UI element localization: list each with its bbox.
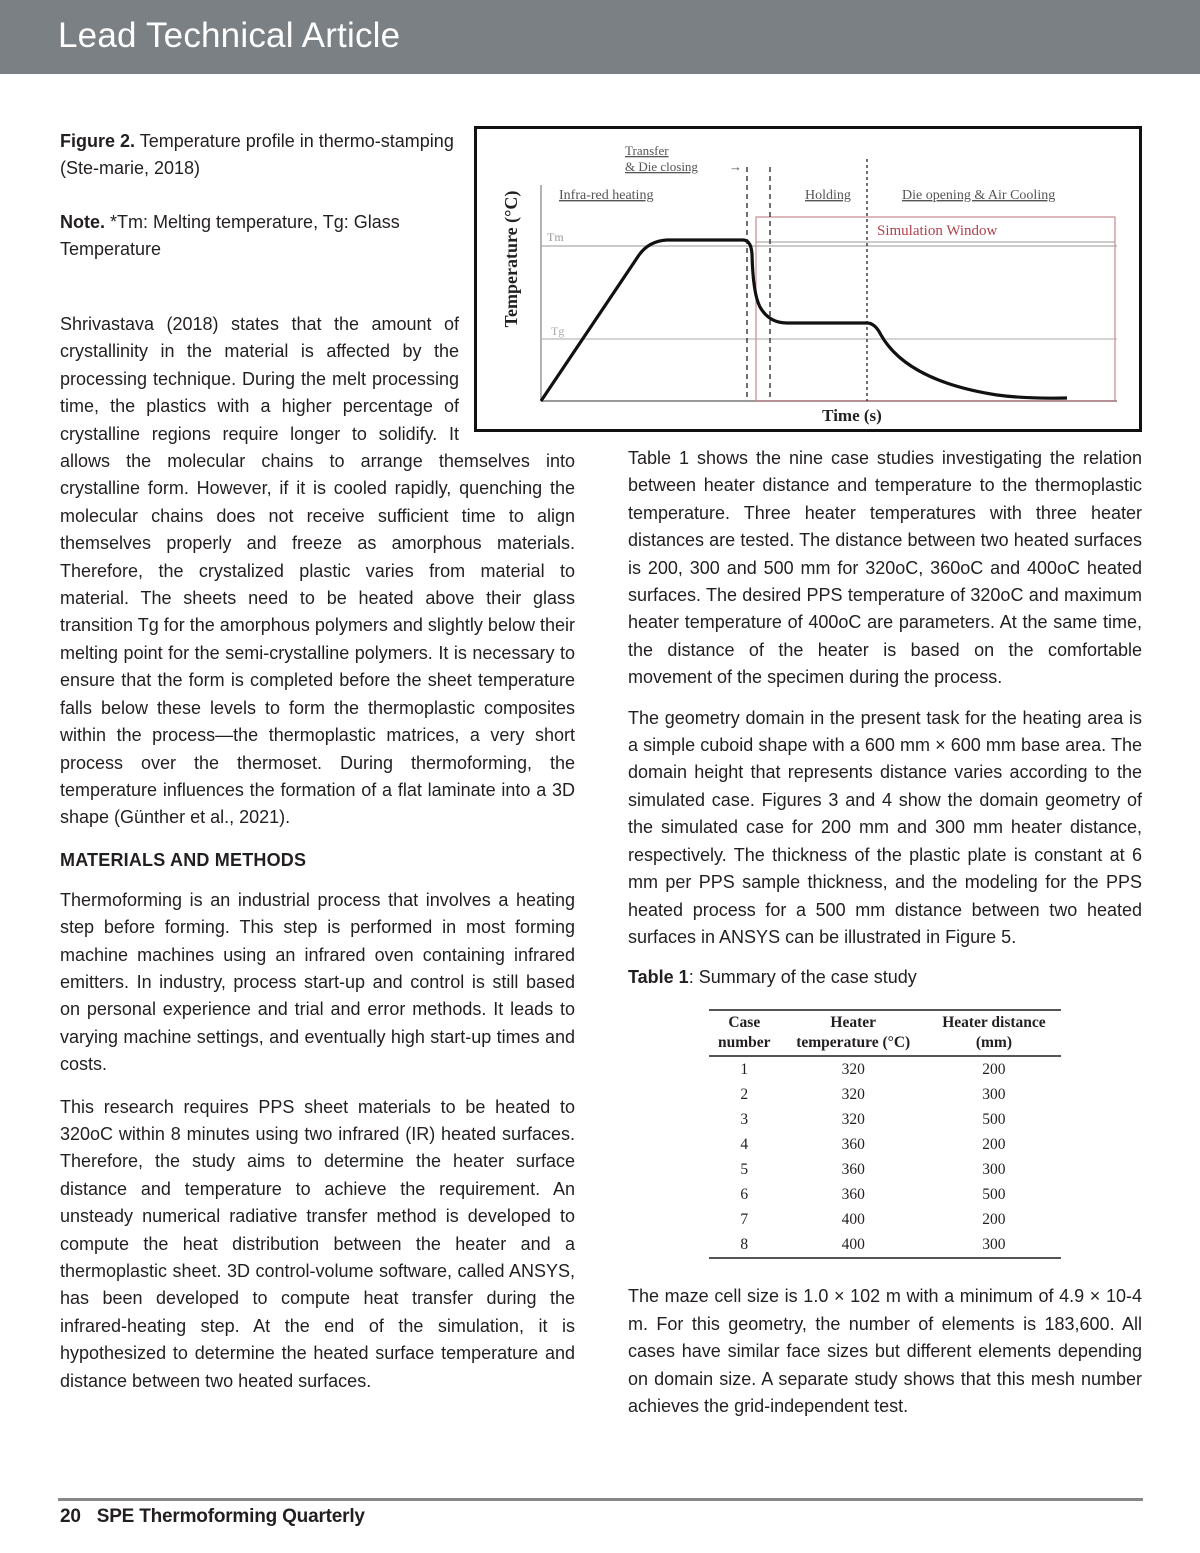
phase-transfer-label: Transfer xyxy=(625,143,669,158)
section-heading: MATERIALS AND METHODS xyxy=(60,849,307,870)
column-header-case: Case number xyxy=(718,1014,771,1052)
table-label: Table 1 xyxy=(628,967,689,988)
body-paragraph: Thermoforming is an industrial process that involves a heating step before forming. This step is performed in most forming machine machines using an infrared oven containing infrared emitters. In industry, process start-up and control is still based on personal experience and trial and error methods. It leads to varying machine settings, and eventually high start-up times and costs. xyxy=(60,889,575,1075)
table-header-row xyxy=(709,1010,1061,1056)
note-label: Note. xyxy=(60,212,105,232)
page-number: 20 xyxy=(60,1506,81,1527)
section-title: Lead Technical Article xyxy=(58,16,401,55)
figure-note: Note. *Tm: Melting temperature, Tg: Glass Temperature xyxy=(60,212,400,259)
phase-holding-label: Holding xyxy=(805,188,851,203)
figure-wrap-spacer xyxy=(459,311,575,433)
table-row: 3 320 500 xyxy=(740,1111,1006,1129)
x-axis-label: Time (s) xyxy=(822,406,882,425)
body-paragraph: Shrivastava (2018) states that the amount of crystallinity in the material is affected by the processing technique. During the melt processing time, the plastics with a higher percentage of crystalline regions require longer to solidify. It allows the molecular chains to arrange themselves into crystalline form. However, if it is cooled rapidly, quenching the molecular chains does not receive sufficient time to align themselves properly and freeze as amorphous materials. Therefore, the crystalized plastic varies from material to material. The sheets need to be heated above their glass transition Tg for the amorphous polymers and slightly below their melting point for the semi-crystalline polymers. It is necessary to ensure that the form is completed before the sheet temperature falls below these levels to form the thermoplastic composites within the process—the thermoplastic matrices, a very short process over the thermoset. During thermoforming, the temperature influences the formation of a flat laminate into a 3D shape (Günther et al., 2021). xyxy=(60,311,575,832)
simulation-window-label: Simulation Window xyxy=(877,223,998,239)
figure-caption-text: Figure 2. Temperature profile in thermo-stamping (Ste-marie, 2018) xyxy=(60,131,454,178)
header-bar xyxy=(0,0,1200,74)
body-paragraph: The geometry domain in the present task for the heating area is a simple cuboid shape with a 600 mm × 600 mm base area. The domain height that represents distance varies according to the simulated case. Figures 3 and 4 show the domain geometry of the simulated case for 200 mm and 300 mm heater distance, respectively. The thickness of the plastic plate is constant at 6 mm per PPS sample thickness, and the modeling for the PPS heated process for a 500 mm distance between two heated surfaces in ANSYS can be illustrated in Figure 5. xyxy=(628,707,1142,947)
figure-caption xyxy=(60,128,460,263)
tg-label: Tg xyxy=(551,324,565,338)
table-row: 5 360 300 xyxy=(740,1161,1006,1179)
right-column xyxy=(628,445,1142,1420)
column-header-temperature: Heater temperature (°C) xyxy=(796,1014,911,1052)
table-row: 8 400 300 xyxy=(709,1232,1061,1258)
table-caption: Table 1: Summary of the case study xyxy=(628,967,917,988)
tm-label: Tm xyxy=(547,230,564,244)
publication-name: SPE Thermoforming Quarterly xyxy=(96,1506,365,1527)
figure-label: Figure 2. xyxy=(60,131,136,151)
temperature-curve xyxy=(541,240,1067,401)
page-footer xyxy=(60,1506,365,1528)
column-header-distance: Heater distance (mm) xyxy=(942,1014,1046,1052)
table-row: 2 320 300 xyxy=(740,1086,1006,1104)
simulation-window-box xyxy=(756,217,1115,401)
body-paragraph: This research requires PPS sheet materials to be heated to 320oC within 8 minutes using two infrared (IR) heated surfaces. Therefore, the study aims to determine the heater surface distance and temperature to achieve the requirement. An unsteady numerical radiative transfer method is developed to compute the heat distribution between the heater and a thermoplastic sheet. 3D control-volume software, called ANSYS, has been developed to compute heat transfer during the infrared-heating step. At the end of the simulation, it is hypothesized to determine the heated surface temperature and distance between two heated surfaces. xyxy=(60,1096,575,1391)
phase-heating-label: Infra-red heating xyxy=(559,188,654,203)
temperature-profile-diagram xyxy=(477,129,1139,429)
table-row: 1 320 200 xyxy=(740,1061,1006,1079)
table-row: 4 360 200 xyxy=(740,1136,1006,1154)
case-study-table xyxy=(709,1009,1061,1259)
footer-divider xyxy=(58,1498,1143,1501)
table-row: 7 400 200 xyxy=(740,1211,1006,1229)
y-axis-label: Temperature (°C) xyxy=(501,190,521,328)
left-column xyxy=(60,311,575,1395)
phase-die-closing-label: & Die closing xyxy=(625,159,698,174)
table-row: 6 360 500 xyxy=(740,1186,1006,1204)
body-paragraph: The maze cell size is 1.0 × 102 m with a minimum of 4.9 × 10-4 m. For this geometry, the number of elements is 183,600. All cases have similar face sizes but different elements depending on domain size. A separate study shows that this mesh number achieves the grid-independent test. xyxy=(628,1286,1142,1416)
body-paragraph: Table 1 shows the nine case studies investigating the relation between heater distance and temperature to the thermoplastic temperature. Three heater temperatures with three heater distances are tested. The distance between two heated surfaces is 200, 300 and 500 mm for 320oC, 360oC and 400oC heated surfaces. The desired PPS temperature of 320oC and maximum heater temperature of 400oC are parameters. At the same time, the distance of the heater is based on the comfortable movement of the specimen during the process. xyxy=(628,448,1142,688)
arrow-right-icon: → xyxy=(729,159,742,174)
phase-cooling-label: Die opening & Air Cooling xyxy=(902,188,1056,203)
